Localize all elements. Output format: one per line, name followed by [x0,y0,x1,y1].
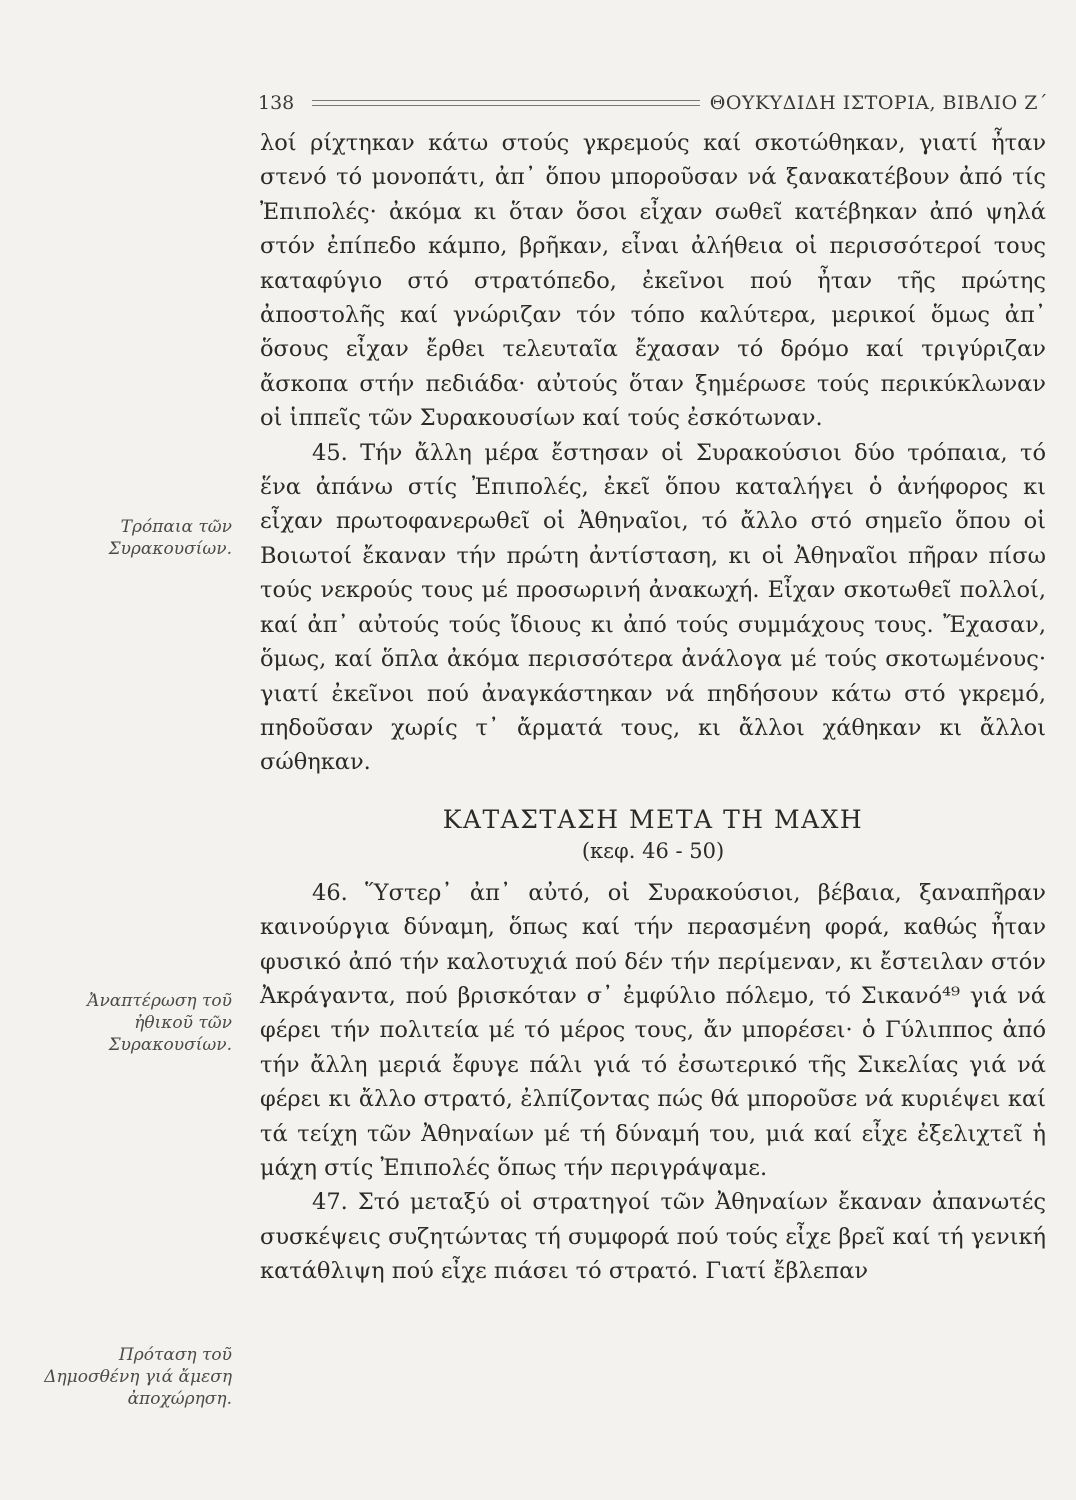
section-chapter-range: (κεφ. 46 - 50) [581,838,725,863]
paragraph-46: 46. Ὕστερ᾽ ἀπ᾽ αὐτό, οἱ Συρακούσιοι, βέβαια, ξαναπῆραν καινούργια δύναμη, ὅπως καί τήν περασμένη φορά, καθώς ἦταν φυσικό ἀπό τήν καλοτυχιά πού δέν τήν περίμεναν, κι ἔστειλαν στόν Ἀκράγαντα, πού βρισκόταν σ᾽ ἐμφύλιο πόλεμο, τό Σικανό⁴⁹ γιά νά φέρει τήν πολιτεία μέ τό μέρος τους, ἄν μπορέσει· ὁ Γύλιππος ἀπό τήν ἄλλη μεριά ἔφυγε πάλι γιά τό ἐσωτερικό τῆς Σικελίας γιά νά φέρει κι ἄλλο στρατό, ἐλπίζοντας πώς θά μποροῦσε νά κυριέψει καί τά τείχη τῶν Ἀθηναίων μέ τή δύναμή του, μιά καί εἶχε ἐξελιχτεῖ ἡ μάχη στίς Ἐπιπολές ὅπως τήν περιγράψαμε. [260,879,1046,1181]
margin-note-proposal: Πρόταση τοῦ Δημοσθένη γιά ἄμεση ἀποχώρηση. [44,1345,232,1409]
margin-note-morale: Ἀναπτέρωση τοῦ ἠθικοῦ τῶν Συρακουσίων. [87,991,232,1055]
paragraph-47: 47. Στό μεταξύ οἱ στρατηγοί τῶν Ἀθηναίων ἔκαναν ἀπανωτές συσκέψεις συζητώντας τή συμφορά πού τούς εἶχε βρεῖ καί τή γενική κατάθλιψη πού εἶχε πιάσει τό στρατό. Γιατί ἔβλεπαν [260,1189,1046,1285]
page-header [258,88,1048,118]
page-number: 138 [258,92,295,114]
paragraph-45: 45. Τήν ἄλλη μέρα ἔστησαν οἱ Συρακούσιοι δύο τρόπαια, τό ἕνα ἀπάνω στίς Ἐπιπολές, ἐκεῖ ὅπου καταλήγει ὁ ἀνήφορος κι εἶχαν πρωτοφανερωθεῖ οἱ Ἀθηναῖοι, τό ἄλλο στό σημεῖο ὅπου οἱ Βοιωτοί ἔκαναν τήν πρώτη ἀντίσταση, κι οἱ Ἀθηναῖοι πῆραν πίσω τούς νεκρούς τους μέ προσωρινή ἀνακωχή. Εἶχαν σκοτωθεῖ πολλοί, καί ἀπ᾽ αὐτούς τούς ἴδιους κι ἀπό τούς συμμάχους τους. Ἔχασαν, ὅμως, καί ὅπλα ἀκόμα περισσότερα ἀνάλογα μέ τούς σκοτωμένους· γιατί ἐκεῖνοι πού ἀναγκάστηκαν νά πηδήσουν κάτω στό γκρεμό, πηδοῦσαν χωρίς τ᾽ ἄρματά τους, κι ἄλλοι χάθηκαν κι ἄλλοι σώθηκαν. [260,439,1046,776]
section-heading: ΚΑΤΑΣΤΑΣΗ ΜΕΤΑ ΤΗ ΜΑΧΗ [442,804,864,834]
main-text [260,126,1046,1289]
header-rule [312,100,699,106]
margin-note-trophies: Τρόπαια τῶν Συρακουσίων. [108,517,232,559]
running-title: ΘΟΥΚΥΔΙΔΗ ΙΣΤΟΡΙΑ, ΒΙΒΛΙΟ Ζ΄ [709,92,1048,114]
paragraph-continuation: λοί ρίχτηκαν κάτω στούς γκρεμούς καί σκοτώθηκαν, γιατί ἦταν στενό τό μονοπάτι, ἀπ᾽ ὅπου μποροῦσαν νά ξανακατέβουν ἀπό τίς Ἐπιπολές· ἀκόμα κι ὅταν ὅσοι εἶχαν σωθεῖ κατέβηκαν ἀπό ψηλά στόν ἐπίπεδο κάμπο, βρῆκαν, εἶναι ἀλήθεια οἱ περισσότεροί τους καταφύγιο στό στρατόπεδο, ἐκεῖνοι πού ἦταν τῆς πρώτης ἀποστολῆς καί γνώριζαν τόν τόπο καλύτερα, μερικοί ὅμως ἀπ᾽ ὅσους εἶχαν ἔρθει τελευταῖα ἔχασαν τό δρόμο καί τριγύριζαν ἄσκοπα στήν πεδιάδα· αὐτούς ὅταν ξημέρωσε τούς περικύκλωναν οἱ ἱππεῖς τῶν Συρακουσίων καί τούς ἐσκότωναν. [260,130,1046,432]
